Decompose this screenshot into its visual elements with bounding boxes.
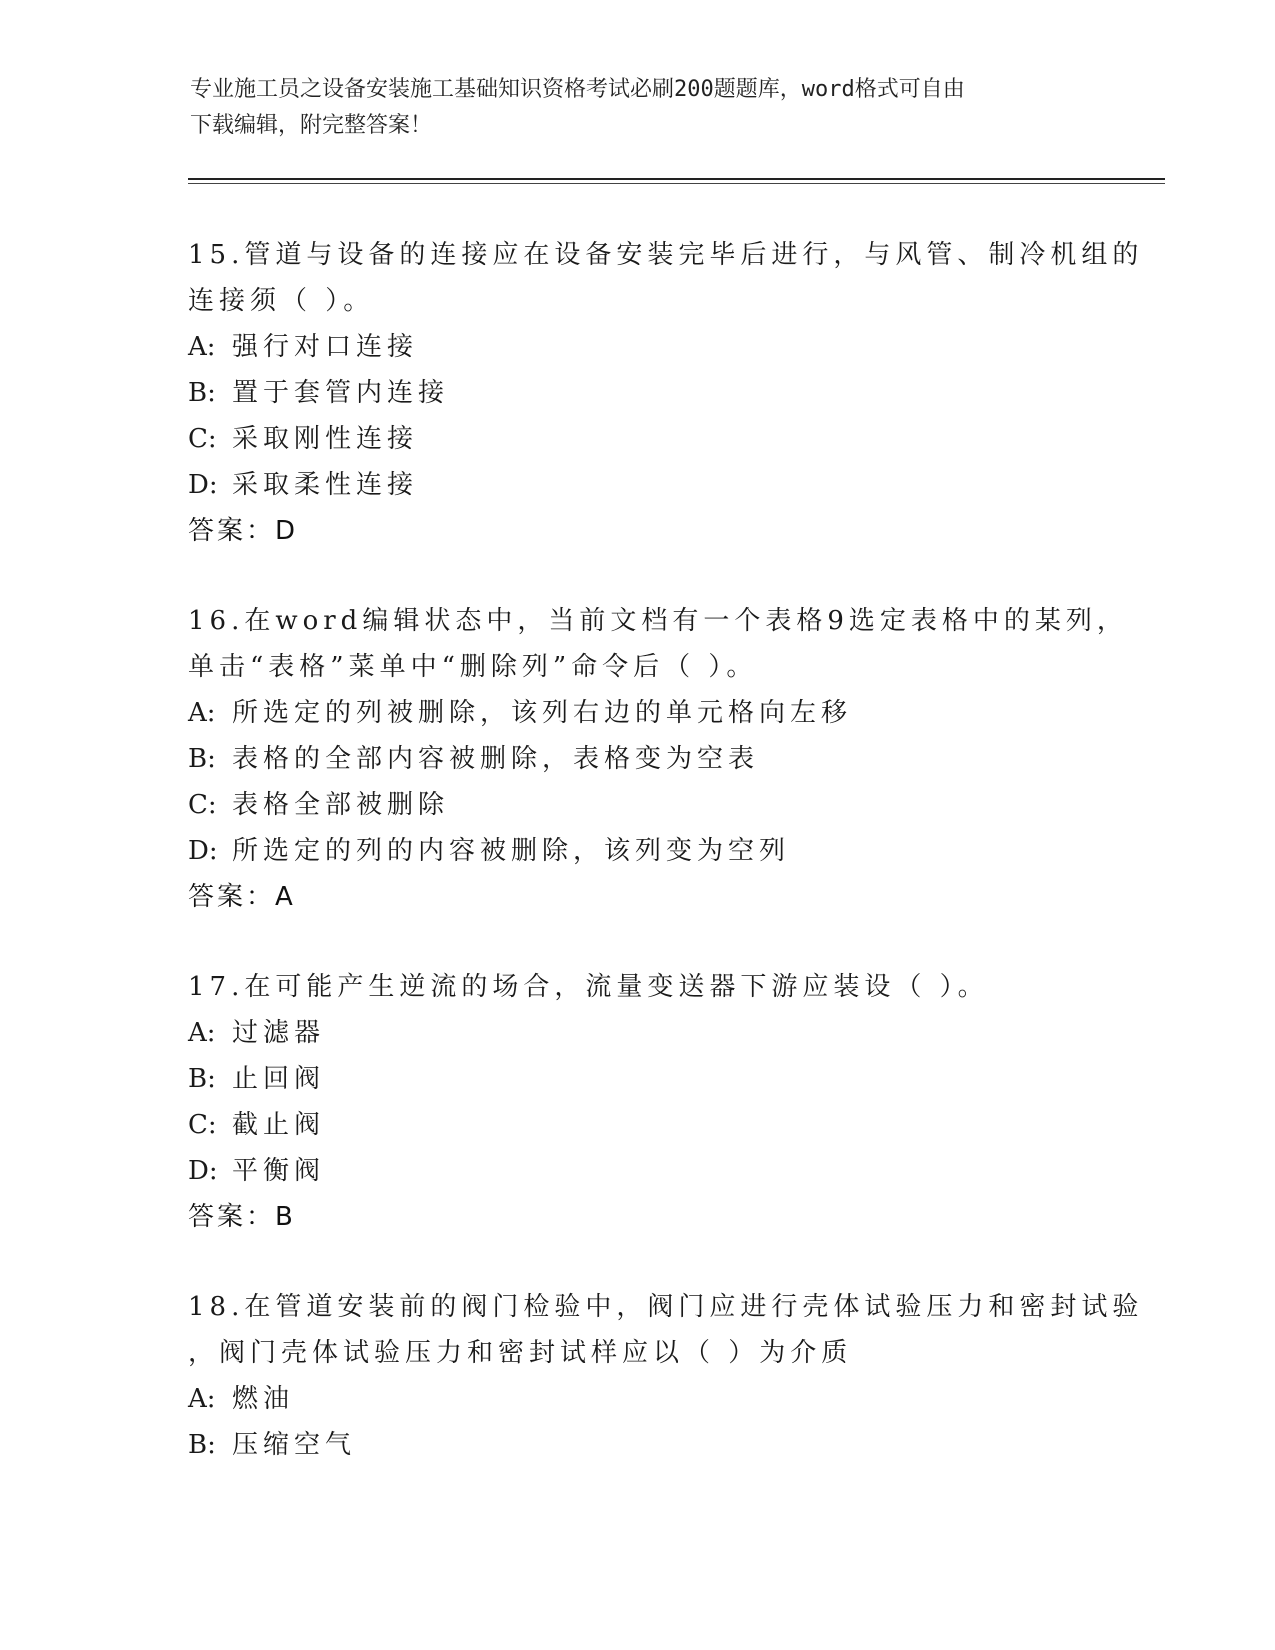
question-text	[188, 598, 1148, 690]
question-text	[188, 1284, 1148, 1376]
question-text	[188, 232, 1148, 324]
answer-label: 答案：A	[188, 882, 296, 912]
option-text: 强行对口连接	[232, 332, 419, 362]
option-c	[188, 782, 1148, 828]
header-line: 下载编辑，附完整答案！	[190, 113, 433, 138]
option-d	[188, 828, 1148, 874]
question-16	[188, 598, 1148, 920]
option-key: A:	[188, 698, 216, 728]
question-list	[188, 232, 1148, 1512]
question-text-line: 单击“表格”菜单中“删除列”命令后（ ）。	[188, 652, 758, 682]
answer-label: 答案：D	[188, 516, 299, 546]
option-key: B:	[188, 744, 216, 774]
option-text: 表格全部被删除	[232, 790, 450, 820]
option-key: C:	[188, 424, 217, 454]
question-text-line: 16.在word编辑状态中，当前文档有一个表格9选定表格中的某列，	[188, 606, 1128, 636]
option-a	[188, 1376, 1148, 1422]
question-text-line: 18.在管道安装前的阀门检验中，阀门应进行壳体试验压力和密封试验	[188, 1292, 1144, 1322]
option-b	[188, 370, 1148, 416]
option-key: B:	[188, 1430, 216, 1460]
question-text-line: 17.在可能产生逆流的场合，流量变送器下游应装设（ ）。	[188, 972, 989, 1002]
option-text: 压缩空气	[232, 1430, 357, 1460]
header-divider	[188, 178, 1165, 180]
option-text: 平衡阀	[232, 1156, 326, 1186]
header-divider-thin	[188, 183, 1165, 184]
option-key: D:	[188, 1156, 218, 1186]
option-key: A:	[188, 1018, 216, 1048]
option-key: B:	[188, 1064, 216, 1094]
option-key: C:	[188, 1110, 217, 1140]
option-c	[188, 1102, 1148, 1148]
option-b	[188, 1056, 1148, 1102]
option-key: C:	[188, 790, 217, 820]
option-text: 表格的全部内容被删除，表格变为空表	[232, 744, 760, 774]
option-a	[188, 690, 1148, 736]
option-b	[188, 1422, 1148, 1468]
option-text: 止回阀	[232, 1064, 326, 1094]
question-text	[188, 964, 1148, 1010]
question-text-line: 连接须（ ）。	[188, 286, 375, 316]
option-key: A:	[188, 1384, 216, 1414]
option-a	[188, 324, 1148, 370]
question-15	[188, 232, 1148, 554]
option-text: 采取柔性连接	[232, 470, 419, 500]
option-d	[188, 462, 1148, 508]
question-text-line: 15.管道与设备的连接应在设备安装完毕后进行，与风管、制冷机组的	[188, 240, 1144, 270]
option-text: 过滤器	[232, 1018, 326, 1048]
header-line: 专业施工员之设备安装施工基础知识资格考试必刷200题题库，word格式可自由	[190, 77, 965, 102]
option-key: A:	[188, 332, 216, 362]
option-text: 采取刚性连接	[232, 424, 419, 454]
option-b	[188, 736, 1148, 782]
option-key: B:	[188, 378, 216, 408]
option-a	[188, 1010, 1148, 1056]
option-key: D:	[188, 470, 218, 500]
question-18	[188, 1284, 1148, 1468]
option-text: 置于套管内连接	[232, 378, 450, 408]
option-key: D:	[188, 836, 218, 866]
option-text: 所选定的列被删除，该列右边的单元格向左移	[232, 698, 853, 728]
option-text: 截止阀	[232, 1110, 326, 1140]
option-text: 所选定的列的内容被删除，该列变为空列	[232, 836, 791, 866]
document-header	[190, 72, 1090, 144]
option-text: 燃油	[232, 1384, 295, 1414]
option-d	[188, 1148, 1148, 1194]
option-c	[188, 416, 1148, 462]
answer-label: 答案：B	[188, 1202, 296, 1232]
question-text-line: ，阀门壳体试验压力和密封试样应以（ ）为介质	[188, 1338, 853, 1368]
question-17	[188, 964, 1148, 1240]
